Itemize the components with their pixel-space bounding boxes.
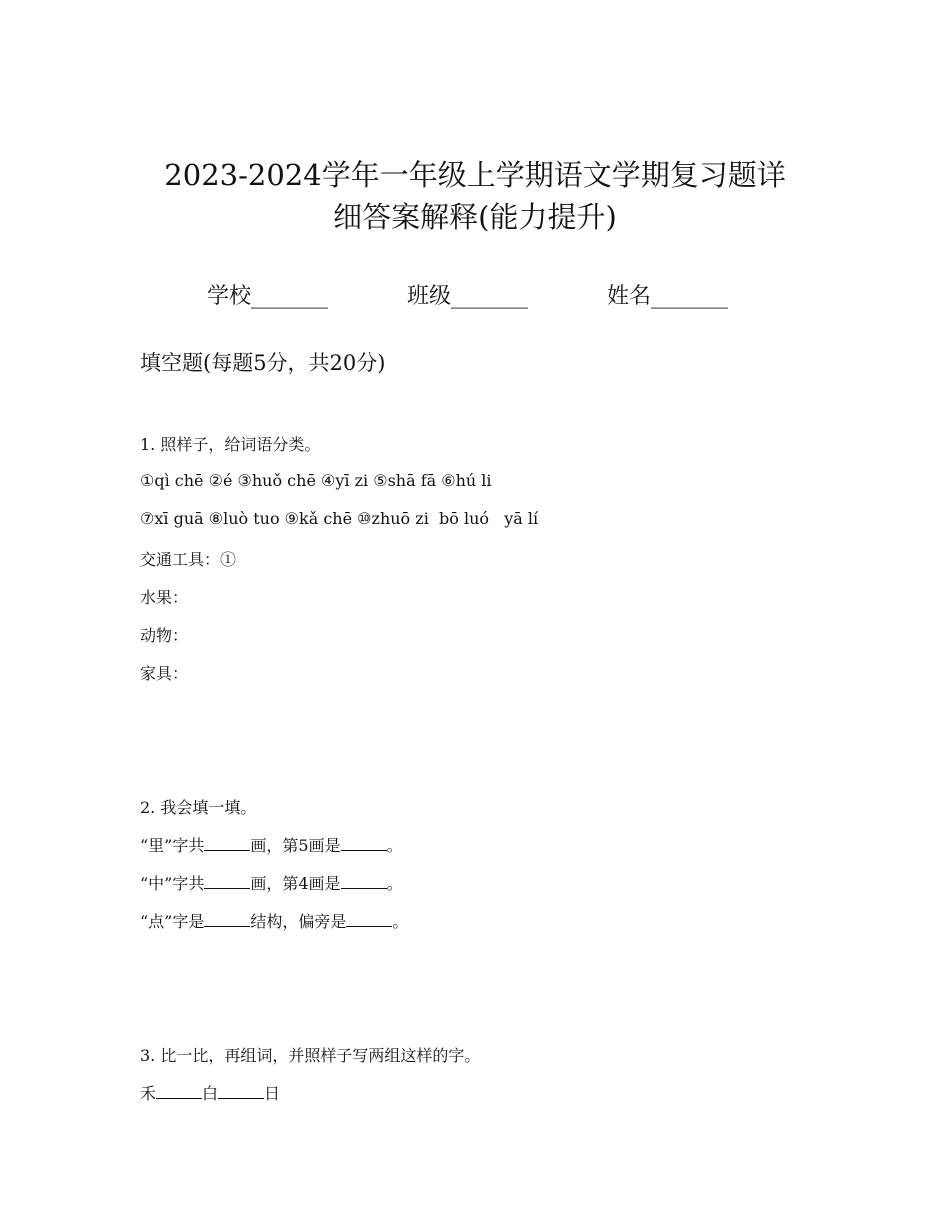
char-3: 日 [264, 1084, 281, 1103]
question-2-row-1 [140, 833, 403, 856]
answer-blank[interactable] [204, 910, 250, 927]
answer-blank[interactable] [156, 1082, 202, 1099]
answer-blank[interactable] [341, 872, 387, 889]
answer-blank[interactable] [346, 910, 392, 927]
answer-blank[interactable] [218, 1082, 264, 1099]
char-2: 白 [202, 1084, 219, 1103]
document-title-line-2: 细答案解释(能力提升) [333, 200, 617, 234]
row-text-b: 画，第5画是 [250, 836, 341, 855]
question-1-pinyin-line-2: ⑦xī guā ⑧luò tuo ⑨kǎ chē ⑩zhuō zi bō luó yā lí [140, 509, 539, 528]
category-transport: 交通工具：① [140, 550, 237, 569]
row-text-c: 。 [386, 874, 403, 893]
question-2-row-2 [140, 871, 403, 894]
question-3-prompt: 3. 比一比，再组词，并照样子写两组这样的字。 [140, 1046, 481, 1065]
category-furniture: 家具： [140, 664, 189, 683]
question-2-prompt: 2. 我会填一填。 [140, 798, 257, 817]
question-1-pinyin-line-1: ①qì chē ②é ③huǒ chē ④yī zi ⑤shā fā ⑥hú li [140, 471, 492, 490]
row-text-a: “中”字共 [140, 874, 205, 893]
question-3-chars-row [140, 1081, 280, 1104]
category-animal: 动物： [140, 626, 189, 645]
document-title-line-1: 2023-2024学年一年级上学期语文学期复习题详 [164, 158, 786, 192]
school-field: 学校_______ [207, 284, 329, 309]
class-field: 班级_______ [407, 284, 529, 309]
row-text-a: “里”字共 [140, 836, 205, 855]
question-2-row-3 [140, 909, 408, 932]
row-text-b: 结构，偏旁是 [250, 912, 347, 931]
answer-blank[interactable] [204, 834, 250, 851]
section-heading: 填空题(每题5分，共20分) [140, 351, 386, 375]
answer-blank[interactable] [341, 834, 387, 851]
row-text-a: “点”字是 [140, 912, 205, 931]
name-field: 姓名_______ [607, 284, 729, 309]
row-text-c: 。 [386, 836, 403, 855]
row-text-c: 。 [392, 912, 409, 931]
answer-blank[interactable] [204, 872, 250, 889]
category-fruit: 水果： [140, 588, 189, 607]
char-1: 禾 [140, 1084, 157, 1103]
row-text-b: 画，第4画是 [250, 874, 341, 893]
question-1-prompt: 1. 照样子，给词语分类。 [140, 435, 321, 454]
